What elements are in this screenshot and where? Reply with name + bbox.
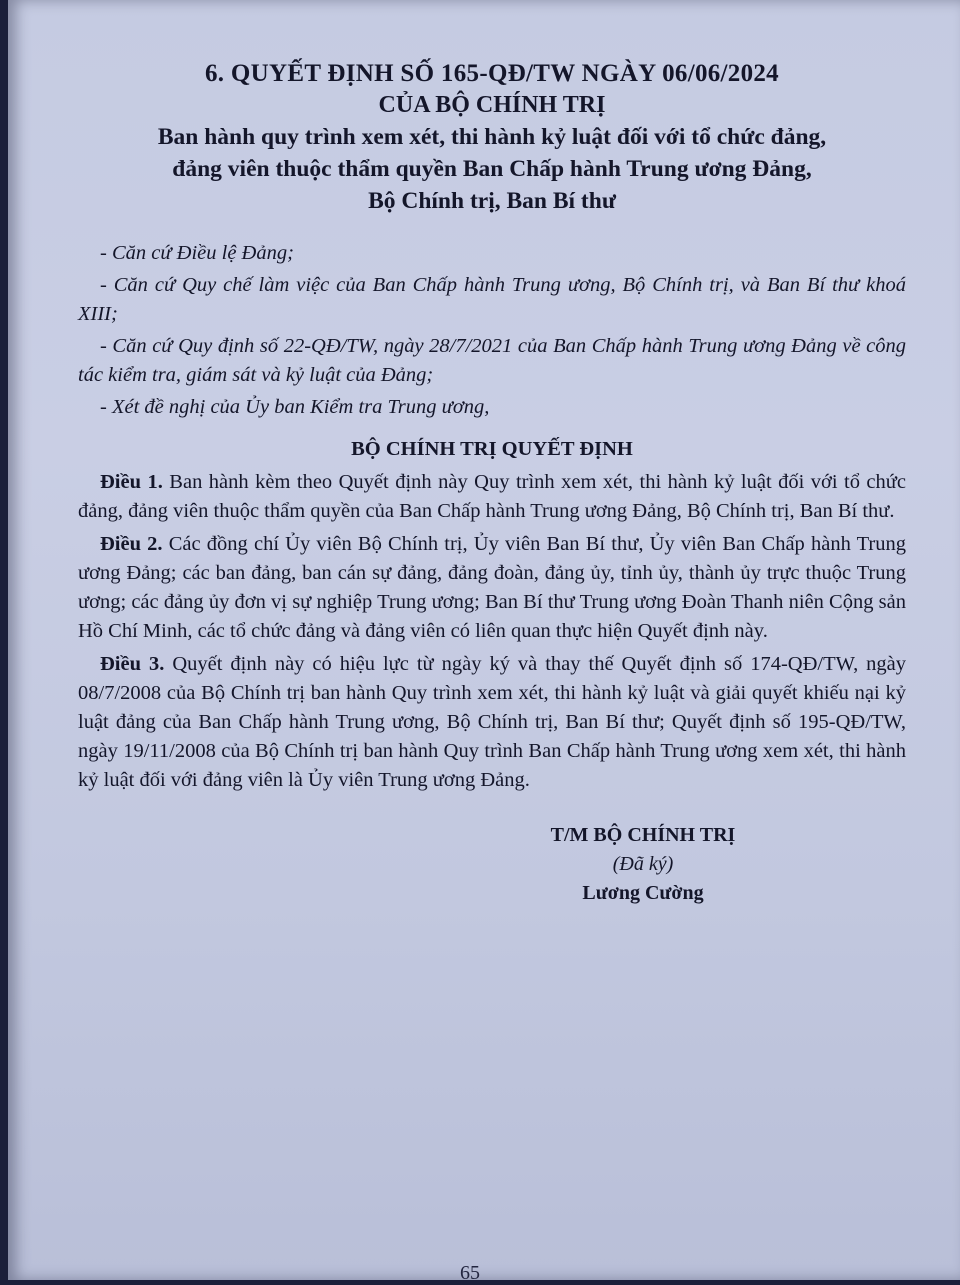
- article-2: [78, 530, 906, 646]
- article-1: [78, 468, 906, 526]
- article-text: Ban hành kèm theo Quyết định này Quy trình xem xét, thi hành kỷ luật đối với tổ chức đảng, đảng viên thuộc thẩm quyền của Ban Chấp hành Trung ương Đảng, Bộ Chính trị, Ban Bí thư.: [78, 471, 906, 522]
- subtitle-line-1: Ban hành quy trình xem xét, thi hành kỷ luật đối với tổ chức đảng,: [157, 124, 827, 150]
- document-header: [78, 58, 906, 217]
- signer-name: Lương Cường: [582, 882, 704, 904]
- signature-title: T/M BỘ CHÍNH TRỊ: [550, 824, 736, 846]
- preamble-item: - Căn cứ Điều lệ Đảng;: [100, 242, 294, 264]
- article-3: [78, 650, 906, 795]
- article-label: Điều 2.: [100, 533, 163, 555]
- issuer-title: CỦA BỘ CHÍNH TRỊ: [378, 92, 606, 118]
- subtitle-line-3: Bộ Chính trị, Ban Bí thư: [368, 188, 616, 214]
- signature-block: [498, 821, 788, 908]
- preamble-item: - Xét đề nghị của Ủy ban Kiểm tra Trung ương,: [100, 396, 490, 418]
- document-page: [8, 0, 960, 1284]
- article-label: Điều 1.: [100, 471, 163, 493]
- subtitle-line-2: đảng viên thuộc thẩm quyền Ban Chấp hành Trung ương Đảng,: [172, 156, 812, 182]
- article-label: Điều 3.: [100, 653, 165, 675]
- decision-title: 6. QUYẾT ĐỊNH SỐ 165-QĐ/TW NGÀY 06/06/2024: [204, 60, 779, 87]
- preamble: [78, 239, 906, 422]
- signature-status: (Đã ký): [612, 853, 674, 875]
- page-number: 65: [460, 1262, 480, 1284]
- preamble-item: - Căn cứ Quy chế làm việc của Ban Chấp hành Trung ương, Bộ Chính trị, và Ban Bí thư khoá XIII;: [78, 274, 906, 325]
- article-text: Các đồng chí Ủy viên Bộ Chính trị, Ủy viên Ban Bí thư, Ủy viên Ban Chấp hành Trung ương Đảng; các ban đảng, ban cán sự đảng, đảng đoàn, đảng ủy, tỉnh ủy, thành ủy trực thuộc Trung ương; các đảng ủy đơn vị sự nghiệp Trung ương; Ban Bí thư Trung ương Đoàn Thanh niên Cộng sản Hồ Chí Minh, các tổ chức đảng và đảng viên có liên quan thực hiện Quyết định này.: [78, 533, 907, 642]
- preamble-item: - Căn cứ Quy định số 22-QĐ/TW, ngày 28/7/2021 của Ban Chấp hành Trung ương Đảng về công tác kiểm tra, giám sát và kỷ luật của Đảng;: [78, 335, 906, 386]
- decision-heading: BỘ CHÍNH TRỊ QUYẾT ĐỊNH: [351, 438, 633, 460]
- article-text: Quyết định này có hiệu lực từ ngày ký và thay thế Quyết định số 174-QĐ/TW, ngày 08/7/2008 của Bộ Chính trị ban hành Quy trình xem xét, thi hành kỷ luật và giải quyết khiếu nại kỷ luật đảng của Ban Chấp hành Trung ương, Bộ Chính trị, Ban Bí thư; Quyết định số 195-QĐ/TW, ngày 19/11/2008 của Bộ Chính trị ban hành Quy trình Ban Chấp hành Trung ương xem xét, thi hành kỷ luật đối với đảng viên là Ủy viên Trung ương Đảng.: [78, 653, 907, 791]
- document-content: [78, 58, 906, 908]
